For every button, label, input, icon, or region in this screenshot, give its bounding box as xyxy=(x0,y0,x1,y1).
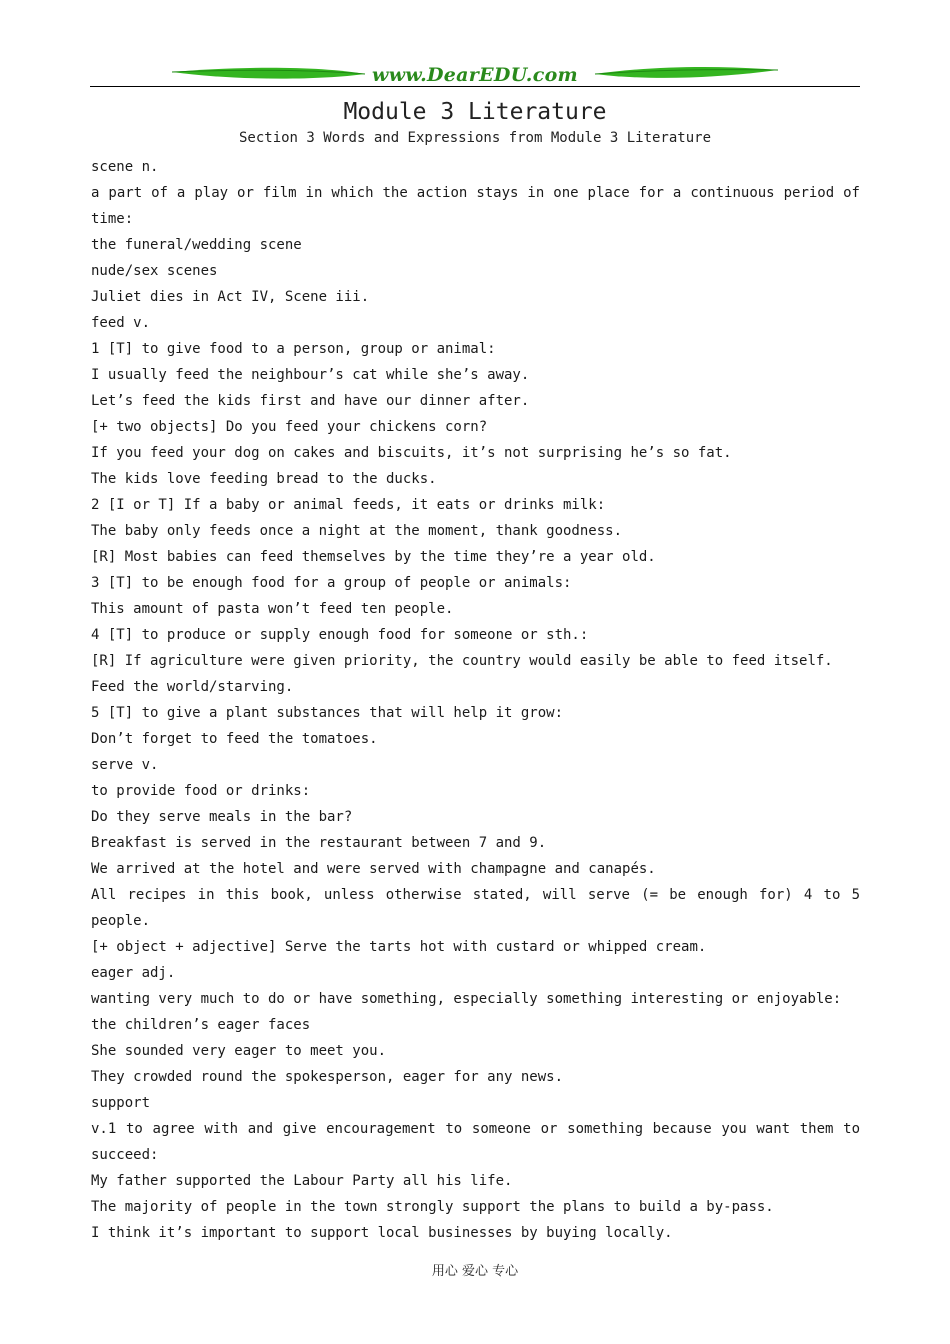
text-line: [+ two objects] Do you feed your chickens corn? xyxy=(91,419,488,435)
text-line: 5 [T] to give a plant substances that will help it grow: xyxy=(91,705,564,721)
text-line: time: xyxy=(91,211,134,227)
text-line: eager adj. xyxy=(91,965,176,981)
text-line: All recipes in this book, unless otherwise stated, will serve (= be enough for) 4 to 5 xyxy=(91,887,860,903)
text-line: the children’s eager faces xyxy=(91,1017,311,1033)
text-line: [+ object + adjective] Serve the tarts hot with custard or whipped cream. xyxy=(91,939,707,955)
document-body xyxy=(91,154,860,1246)
text-line: Feed the world/starving. xyxy=(91,679,294,695)
text-line: 3 [T] to be enough food for a group of people or animals: xyxy=(91,575,572,591)
text-line: If you feed your dog on cakes and biscuits, it’s not surprising he’s so fat. xyxy=(91,445,732,461)
text-line: [R] Most babies can feed themselves by the time they’re a year old. xyxy=(91,549,656,565)
text-line: people. xyxy=(91,913,151,929)
text-line: wanting very much to do or have something, especially something interesting or enjoyable: xyxy=(91,991,842,1007)
text-line: 1 [T] to give food to a person, group or animal: xyxy=(91,341,496,357)
text-line: a part of a play or film in which the action stays in one place for a continuous period of xyxy=(91,185,860,201)
text-line: The majority of people in the town strongly support the plans to build a by-pass. xyxy=(91,1199,774,1215)
text-line: the funeral/wedding scene xyxy=(91,237,302,253)
text-line: We arrived at the hotel and were served with champagne and canapés. xyxy=(91,861,656,877)
text-line: 2 [I or T] If a baby or animal feeds, it eats or drinks milk: xyxy=(91,497,606,513)
text-line: Don’t forget to feed the tomatoes. xyxy=(91,731,378,747)
page-footer: 用心 爱心 专心 xyxy=(431,1264,519,1279)
text-line: support xyxy=(91,1095,151,1111)
text-line: Do they serve meals in the bar? xyxy=(91,809,353,825)
text-line: to provide food or drinks: xyxy=(91,783,311,799)
text-line: The baby only feeds once a night at the moment, thank goodness. xyxy=(91,523,623,539)
text-line: I think it’s important to support local businesses by buying locally. xyxy=(91,1225,673,1241)
text-line: serve v. xyxy=(91,757,159,773)
text-line: feed v. xyxy=(91,315,151,331)
text-line: scene n. xyxy=(91,159,159,175)
header-divider xyxy=(90,86,860,87)
text-line: The kids love feeding bread to the ducks. xyxy=(91,471,437,487)
text-line: [R] If agriculture were given priority, the country would easily be able to feed itself. xyxy=(91,653,833,669)
text-line: They crowded round the spokesperson, eager for any news. xyxy=(91,1069,564,1085)
page-title: Module 3 Literature xyxy=(343,99,607,125)
text-line: Juliet dies in Act IV, Scene iii. xyxy=(91,289,370,305)
text-line: She sounded very eager to meet you. xyxy=(91,1043,387,1059)
text-line: I usually feed the neighbour’s cat while she’s away. xyxy=(91,367,530,383)
text-line: v.1 to agree with and give encouragement to someone or something because you want them to xyxy=(91,1121,860,1137)
text-line: This amount of pasta won’t feed ten people. xyxy=(91,601,454,617)
text-line: succeed: xyxy=(91,1147,159,1163)
text-line: Breakfast is served in the restaurant between 7 and 9. xyxy=(91,835,547,851)
text-line: 4 [T] to produce or supply enough food for someone or sth.: xyxy=(91,627,589,643)
text-line: My father supported the Labour Party all his life. xyxy=(91,1173,513,1189)
text-line: nude/sex scenes xyxy=(91,263,218,279)
site-logo-text: www.DearEDU.com xyxy=(372,64,578,86)
page-subtitle: Section 3 Words and Expressions from Module 3 Literature xyxy=(238,130,711,146)
text-line: Let’s feed the kids first and have our dinner after. xyxy=(91,393,530,409)
